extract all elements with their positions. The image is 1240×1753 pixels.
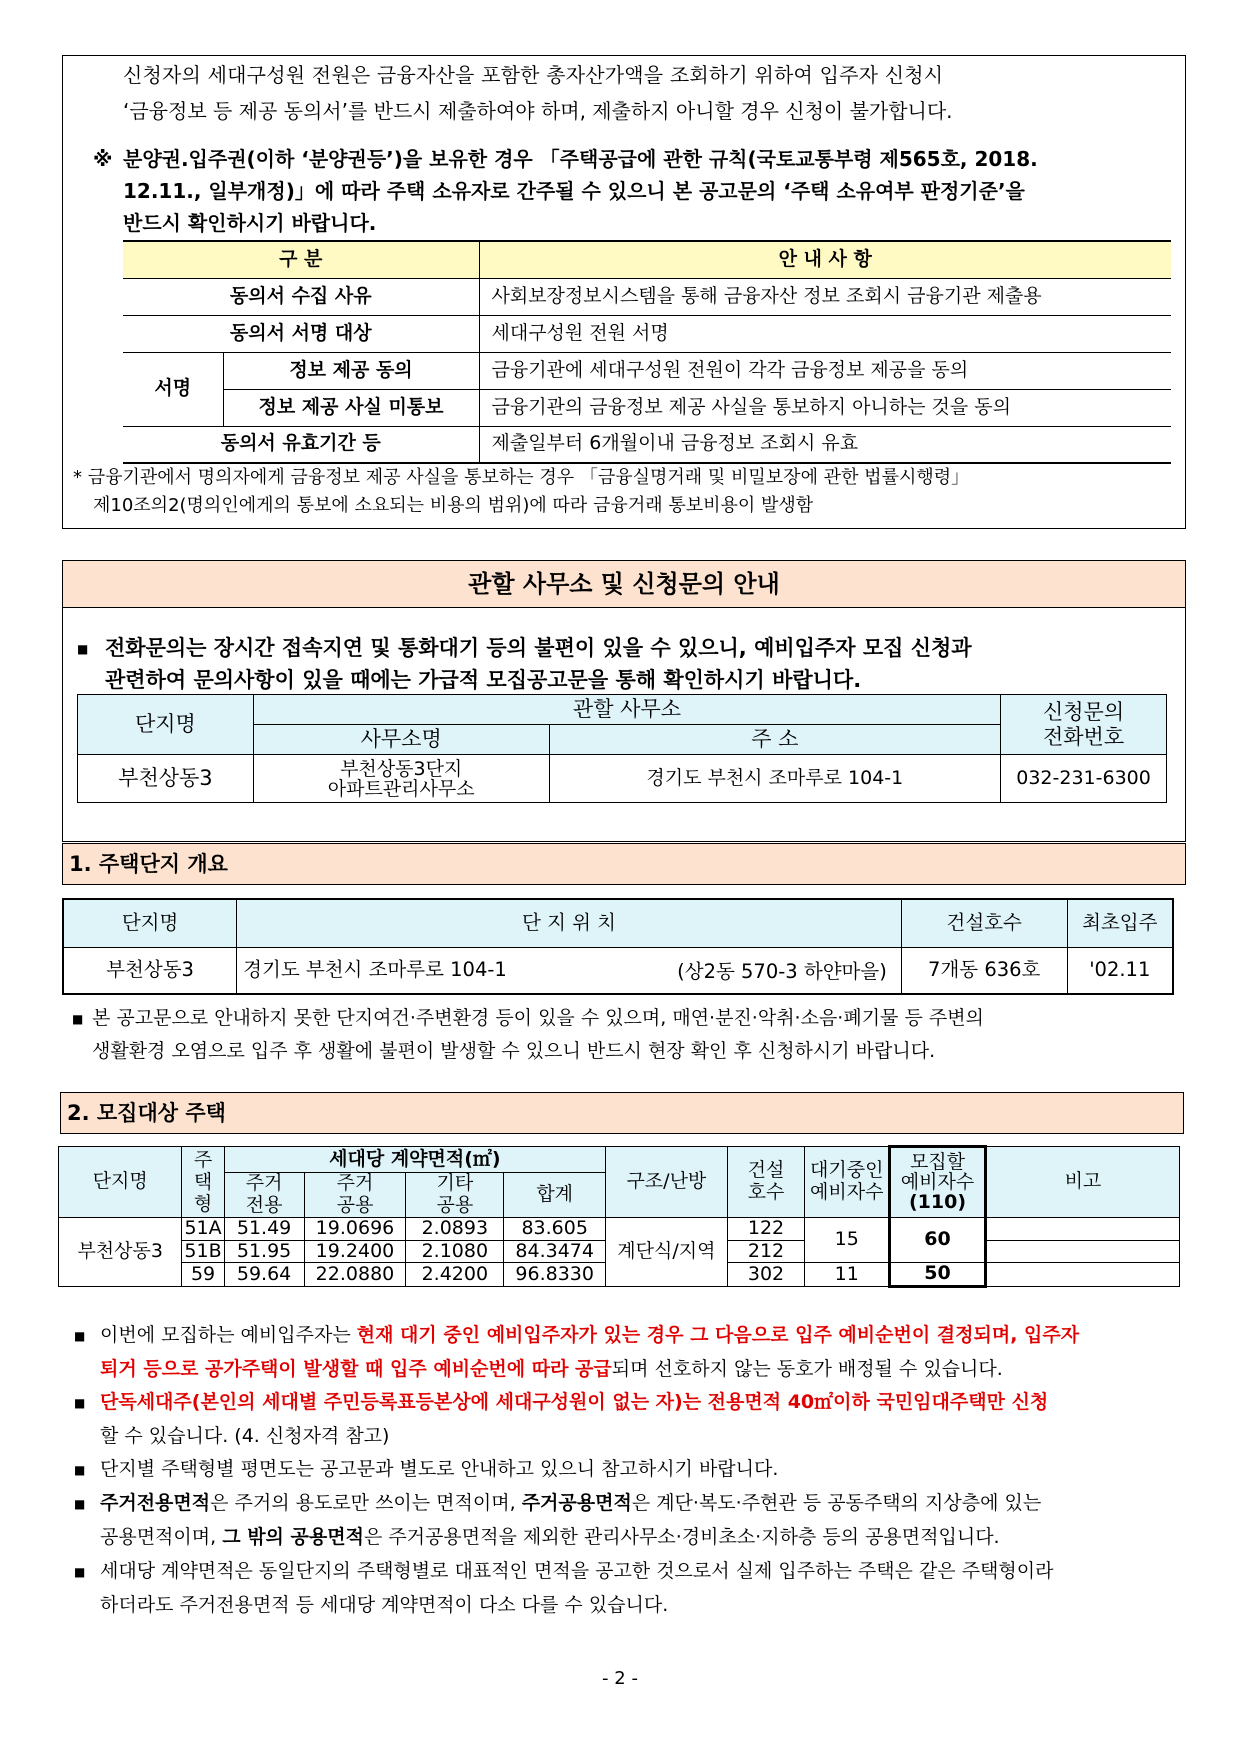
row-sum: 96.8330 xyxy=(504,1263,606,1287)
office-bullet-line-2: 관련하여 문의사항이 있을 때에는 가급적 모집공고문을 통해 확인하시기 바랍니다. xyxy=(105,668,862,692)
note-line-3: 반드시 확인하시기 바랍니다. xyxy=(123,211,377,235)
header-other-common xyxy=(406,1173,504,1218)
location-address: 경기도 부천시 조마루로 104-1 xyxy=(243,958,507,982)
row-valid-period-value: 제출일부터 6개월이내 금융정보 조회시 유효 xyxy=(479,426,1171,463)
office-name-line-2: 아파트관리사무소 xyxy=(327,777,475,800)
row-sum: 84.3474 xyxy=(504,1240,606,1263)
row-sign-group: 서명 xyxy=(123,352,223,426)
sec2-bullet-4-line-2 xyxy=(100,1520,1000,1554)
header-address: 주 소 xyxy=(549,725,1001,755)
office-name-line-1: 부천상동3단지 xyxy=(340,757,463,780)
header-exclusive-2: 전용 xyxy=(245,1193,283,1216)
row-common: 19.0696 xyxy=(304,1217,406,1240)
square-bullet-icon: ■ xyxy=(74,1396,86,1410)
header-complex-name: 단지명 xyxy=(59,1147,182,1218)
header-other-common-2: 공용 xyxy=(436,1193,474,1216)
header-waiting-2: 예비자수 xyxy=(810,1180,884,1203)
row-note xyxy=(985,1217,1179,1240)
office-table xyxy=(77,694,1167,803)
page-number: - 2 - xyxy=(602,1668,638,1689)
row-other: 2.4200 xyxy=(406,1263,504,1287)
square-bullet-icon: ■ xyxy=(77,642,89,656)
section-2-title: 2. 모집대상 주택 xyxy=(60,1092,1184,1134)
row-exclusive: 51.95 xyxy=(224,1240,304,1263)
office-complex: 부천상동3 xyxy=(78,755,254,803)
row-collect-reason-value: 사회보장정보시스템을 통해 금융자산 정보 조회시 금융기관 제출용 xyxy=(479,278,1171,315)
header-office: 관할 사무소 xyxy=(253,695,1000,725)
header-guide: 안 내 사 항 xyxy=(479,241,1171,278)
structure-value: 계단식/지역 xyxy=(606,1217,727,1287)
header-common xyxy=(304,1173,406,1218)
row-waiting: 15 xyxy=(805,1217,890,1263)
row-info-consent-value: 금융기관에 세대구성원 전원이 각각 금융정보 제공을 동의 xyxy=(479,352,1171,389)
square-bullet-icon: ■ xyxy=(74,1329,86,1343)
complex-location xyxy=(237,947,902,994)
office-section-title: 관할 사무소 및 신청문의 안내 xyxy=(62,560,1186,608)
header-exclusive-1: 주거 xyxy=(245,1172,283,1194)
header-phone xyxy=(1001,695,1167,755)
header-build-units-1: 건설 xyxy=(747,1159,785,1181)
header-note: 비고 xyxy=(985,1147,1179,1218)
consent-line-2: ‘금융정보 등 제공 동의서’를 반드시 제출하여야 하며, 제출하지 아니할 경우 신청이 불가합니다. xyxy=(123,99,953,123)
row-no-notice-value: 금융기관의 금융정보 제공 사실을 통보하지 아니하는 것을 동의 xyxy=(479,389,1171,426)
header-phone-line-1: 신청문의 xyxy=(1042,700,1125,725)
complex-overview-table xyxy=(62,898,1174,995)
complex-name: 부천상동3 xyxy=(59,1217,182,1287)
header-complex-name: 단지명 xyxy=(63,899,237,947)
row-exclusive: 59.64 xyxy=(224,1263,304,1287)
row-common: 19.2400 xyxy=(304,1240,406,1263)
consent-notice-box xyxy=(62,55,1186,529)
complex-units: 7개동 636호 xyxy=(901,947,1067,994)
header-contract-area: 세대당 계약면적(㎡) xyxy=(224,1147,606,1173)
bullet-1-red-2: 퇴거 등으로 공가주택이 발생할 때 입주 예비순번에 따라 공급 xyxy=(100,1358,612,1380)
header-exclusive xyxy=(224,1173,304,1218)
sec1-note-line-2: 생활환경 오염으로 입주 후 생활에 불편이 발생할 수 있으니 반드시 현장 확인 후 신청하시기 바랍니다. xyxy=(92,1040,936,1062)
bullet-4-bold-2: 주거공용면적 xyxy=(521,1492,632,1514)
bullet-4-bold-3: 그 밖의 공용면적 xyxy=(222,1526,364,1548)
bullet-4-text-2: 은 계단·복도·주현관 등 공동주택의 지상층에 있는 xyxy=(631,1492,1042,1514)
complex-first-move-in: '02.11 xyxy=(1067,947,1173,994)
row-waiting: 11 xyxy=(805,1263,890,1287)
bullet-1-text: 이번에 모집하는 예비입주자는 xyxy=(100,1324,357,1346)
row-sign-target-value: 세대구성원 전원 서명 xyxy=(479,315,1171,352)
office-bullet-line-1: 전화문의는 장시간 접속지연 및 통화대기 등의 불편이 있을 수 있으니, 예비입주자 모집 신청과 xyxy=(105,636,972,660)
bullet-1-red-1: 현재 대기 중인 예비입주자가 있는 경우 그 다음으로 입주 예비순번이 결정되며, 입주자 xyxy=(356,1324,1080,1346)
header-house-type-2: 택 xyxy=(193,1170,213,1193)
sec2-bullet-1-line-2 xyxy=(100,1352,1003,1386)
bullet-4-text-4: 은 주거공용면적을 제외한 관리사무소·경비초소·지하층 등의 공용면적입니다. xyxy=(363,1526,1000,1548)
sec1-note-line-1: 본 공고문으로 안내하지 못한 단지여건·주변환경 등이 있을 수 있으며, 매연·분진·악취·소음·폐기물 등 주변의 xyxy=(92,1007,984,1029)
section-1-title: 1. 주택단지 개요 xyxy=(62,843,1186,885)
row-build: 122 xyxy=(727,1217,805,1240)
header-waiting xyxy=(805,1147,890,1218)
sec2-bullet-1-line-1 xyxy=(100,1318,1079,1352)
header-location: 단 지 위 치 xyxy=(237,899,902,947)
square-bullet-icon: ■ xyxy=(74,1497,86,1511)
row-other: 2.1080 xyxy=(406,1240,504,1263)
header-recruit-1: 모집할 xyxy=(909,1151,966,1174)
sec2-bullet-2-line-2: 할 수 있습니다. (4. 신청자격 참고) xyxy=(100,1425,390,1447)
header-build-units xyxy=(727,1147,805,1218)
bullet-4-bold-1: 주거전용면적 xyxy=(100,1492,211,1514)
bullet-1-text-2: 되며 선호하지 않는 동호가 배정될 수 있습니다. xyxy=(611,1358,1003,1380)
row-sum: 83.605 xyxy=(504,1217,606,1240)
header-common-2: 공용 xyxy=(336,1193,374,1216)
complex-name: 부천상동3 xyxy=(63,947,237,994)
office-info-box xyxy=(62,560,1186,842)
header-recruit-3: (110) xyxy=(908,1191,966,1214)
square-bullet-icon: ■ xyxy=(74,1565,86,1579)
header-other-common-1: 기타 xyxy=(436,1172,474,1194)
table-row-type: 51A xyxy=(182,1217,224,1240)
table-row-type: 59 xyxy=(182,1263,224,1287)
header-units: 건설호수 xyxy=(901,899,1067,947)
square-bullet-icon: ■ xyxy=(74,1463,86,1477)
sec2-bullet-2-line-1: 단독세대주(본인의 세대별 주민등록표등본상에 세대구성원이 없는 자)는 전용면적 40㎡이하 국민임대주택만 신청 xyxy=(100,1391,1049,1413)
header-sum: 합계 xyxy=(504,1173,606,1218)
header-recruit xyxy=(890,1147,986,1218)
office-address: 경기도 부천시 조마루로 104-1 xyxy=(549,755,1001,803)
header-common-1: 주거 xyxy=(336,1172,374,1194)
row-valid-period: 동의서 유효기간 등 xyxy=(123,426,479,463)
row-note xyxy=(985,1263,1179,1287)
note-line-2: 12.11., 일부개정)」에 따라 주택 소유자로 간주될 수 있으니 본 공고문의 ‘주택 소유여부 판정기준’을 xyxy=(123,179,1025,203)
row-recruit: 50 xyxy=(890,1263,986,1287)
header-waiting-1: 대기중인 xyxy=(810,1159,884,1181)
header-house-type-3: 형 xyxy=(193,1192,213,1215)
sec2-bullet-3: 단지별 주택형별 평면도는 공고문과 별도로 안내하고 있으니 참고하시기 바랍니다. xyxy=(100,1458,779,1480)
footnote-line-2: 제10조의2(명의인에게의 통보에 소요되는 비용의 범위)에 따라 금융거래 통보비용이 발생함 xyxy=(93,495,814,516)
square-bullet-icon: ■ xyxy=(72,1012,84,1026)
header-category: 구 분 xyxy=(123,241,479,278)
row-common: 22.0880 xyxy=(304,1263,406,1287)
row-info-consent: 정보 제공 동의 xyxy=(223,352,479,389)
row-build: 302 xyxy=(727,1263,805,1287)
sec2-bullet-5-line-2: 하더라도 주거전용면적 등 세대당 계약면적이 다소 다를 수 있습니다. xyxy=(100,1594,669,1616)
bullet-4-text-3: 공용면적이며, xyxy=(100,1526,223,1548)
sec2-bullet-4-line-1 xyxy=(100,1486,1041,1520)
row-collect-reason: 동의서 수집 사유 xyxy=(123,278,479,315)
header-house-type-1: 주 xyxy=(193,1148,213,1171)
header-complex: 단지명 xyxy=(78,695,254,755)
row-exclusive: 51.49 xyxy=(224,1217,304,1240)
note-line-1: 분양권.입주권(이하 ‘분양권등’)을 보유한 경우 「주택공급에 관한 규칙(국토교통부령 제565호, 2018. xyxy=(123,147,1038,171)
row-build: 212 xyxy=(727,1240,805,1263)
recruit-housing-table xyxy=(58,1145,1180,1288)
header-office-name: 사무소명 xyxy=(253,725,549,755)
note-mark: ※ xyxy=(93,147,113,171)
footnote-line-1: * 금융기관에서 명의자에게 금융정보 제공 사실을 통보하는 경우 「금융실명거래 및 비밀보장에 관한 법률시행령」 xyxy=(73,467,970,488)
office-phone: 032-231-6300 xyxy=(1001,755,1167,803)
consent-line-1: 신청자의 세대구성원 전원은 금융자산을 포함한 총자산가액을 조회하기 위하여 입주자 신청시 xyxy=(123,63,944,87)
table-row-type: 51B xyxy=(182,1240,224,1263)
row-note xyxy=(985,1240,1179,1263)
row-no-notice: 정보 제공 사실 미통보 xyxy=(223,389,479,426)
row-sign-target: 동의서 서명 대상 xyxy=(123,315,479,352)
location-detail: (상2동 570-3 하얀마을) xyxy=(677,959,887,983)
row-recruit: 60 xyxy=(890,1217,986,1263)
office-name xyxy=(253,755,549,803)
header-first-move-in: 최초입주 xyxy=(1067,899,1173,947)
header-structure: 구조/난방 xyxy=(606,1147,727,1218)
header-house-type xyxy=(182,1147,224,1218)
row-other: 2.0893 xyxy=(406,1217,504,1240)
bullet-4-text-1: 은 주거의 용도로만 쓰이는 면적이며, xyxy=(210,1492,522,1514)
header-phone-line-2: 전화번호 xyxy=(1042,724,1125,749)
header-build-units-2: 호수 xyxy=(747,1180,785,1203)
header-recruit-2: 예비자수 xyxy=(900,1171,975,1194)
sec2-bullet-5-line-1: 세대당 계약면적은 동일단지의 주택형별로 대표적인 면적을 공고한 것으로서 실제 입주하는 주택은 같은 주택형이라 xyxy=(100,1560,1054,1582)
consent-table xyxy=(123,240,1171,464)
